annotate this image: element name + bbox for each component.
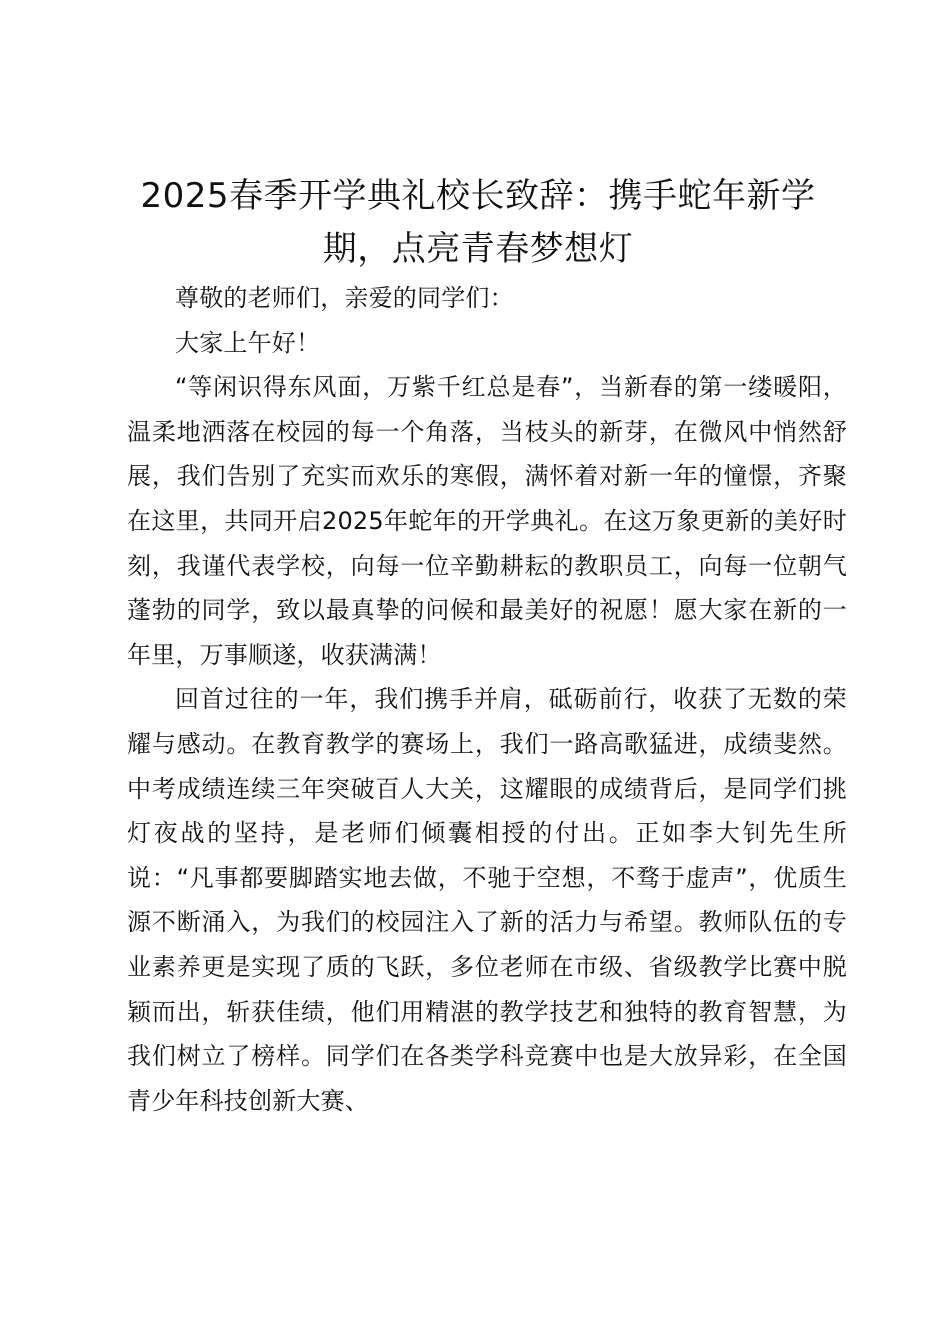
document-body	[127, 276, 847, 1123]
greeting-paragraph: 大家上午好！	[175, 328, 321, 357]
document-title: 2025春季开学典礼校长致辞：携手蛇年新学期，点亮青春梦想灯	[140, 176, 816, 269]
review-paragraph: 回首过往的一年，我们携手并肩，砥砺前行，收获了无数的荣耀与感动。在教育教学的赛场上，我们一路高歌猛进，成绩斐然。中考成绩连续三年突破百人大关，这耀眼的成绩背后，是同学们挑灯夜战的坚持，是老师们倾囊相授的付出。正如李大钊先生所说：“凡事都要脚踏实地去做，不驰于空想，不骛于虚声”，优质生源不断涌入，为我们的校园注入了新的活力与希望。教师队伍的专业素养更是实现了质的飞跃，多位老师在市级、省级教学比赛中脱颖而出，斩获佳绩，他们用精湛的教学技艺和独特的教育智慧，为我们树立了榜样。同学们在各类学科竞赛中也是大放异彩，在全国青少年科技创新大赛、	[127, 685, 847, 1115]
opening-paragraph: “等闲识得东风面，万紫千红总是春”，当新春的第一缕暖阳，温柔地洒落在校园的每一个角落，当枝头的新芽，在微风中悄然舒展，我们告别了充实而欢乐的寒假，满怀着对新一年的憧憬，齐聚在这里，共同开启2025年蛇年的开学典礼。在这万象更新的美好时刻，我谨代表学校，向每一位辛勤耕耘的教职员工，向每一位朝气蓬勃的同学，致以最真挚的问候和最美好的祝愿！愿大家在新的一年里，万事顺遂，收获满满！	[127, 373, 847, 669]
salutation-paragraph: 尊敬的老师们，亲爱的同学们：	[175, 284, 514, 312]
